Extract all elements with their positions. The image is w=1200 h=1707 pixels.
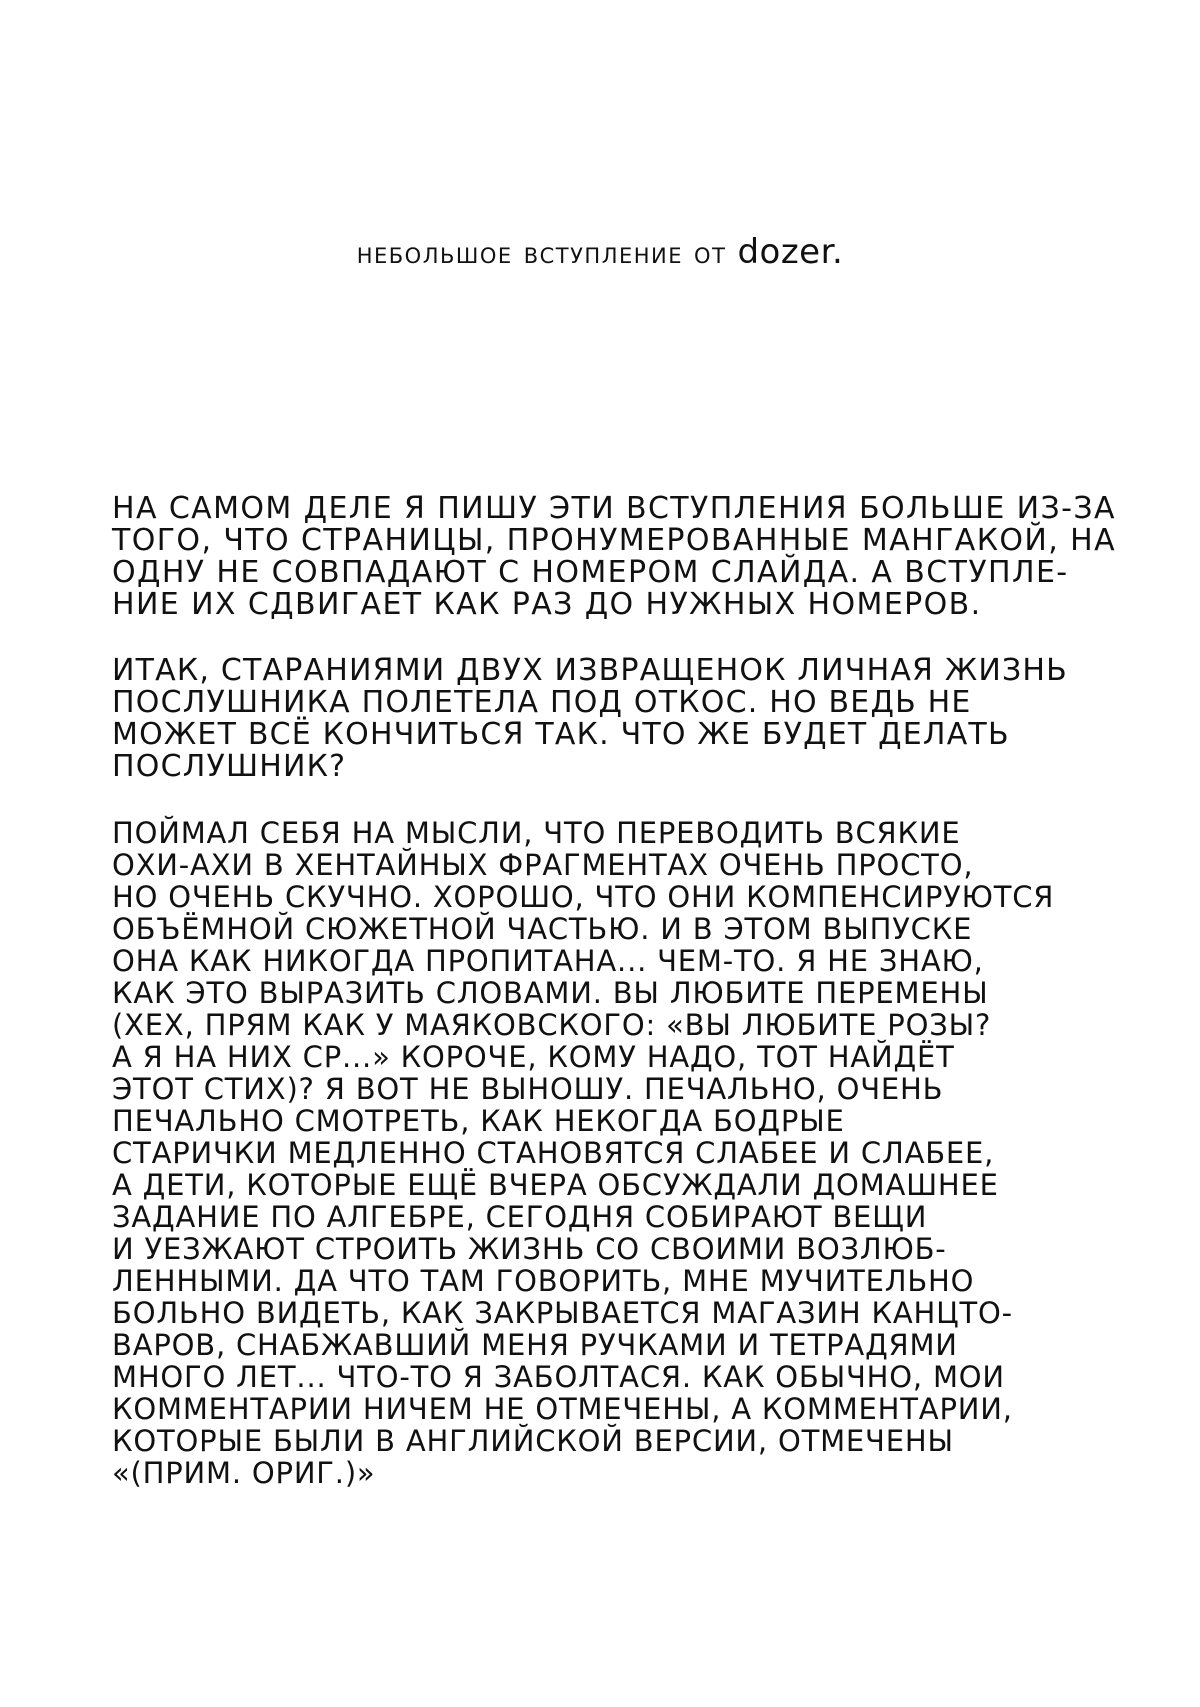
author-name: dozer.	[737, 232, 844, 272]
text-line: ОНА КАК НИКОГДА ПРОПИТАНА... ЧЕМ-ТО. Я НЕ ЗНАЮ,	[112, 944, 984, 978]
text-line: МНОГО ЛЕТ... ЧТО-ТО Я ЗАБОЛТАСЯ. КАК ОБЫЧНО, МОИ	[112, 1360, 1005, 1394]
text-line: ПОСЛУШНИКА ПОЛЕТЕЛА ПОД ОТКОС. НО ВЕДЬ НЕ	[112, 685, 972, 720]
page-title	[0, 232, 1200, 274]
text-line: ПОЙМАЛ СЕБЯ НА МЫСЛИ, ЧТО ПЕРЕВОДИТЬ ВСЯКИЕ	[112, 816, 961, 850]
text-line: (ХЕХ, ПРЯМ КАК У МАЯКОВСКОГО: «ВЫ ЛЮБИТЕ РОЗЫ?	[112, 1008, 992, 1042]
text-line: КОТОРЫЕ БЫЛИ В АНГЛИЙСКОЙ ВЕРСИИ, ОТМЕЧЕНЫ	[112, 1424, 954, 1458]
text-line: «(ПРИМ. ОРИГ.)»	[112, 1456, 376, 1490]
text-line: КОММЕНТАРИИ НИЧЕМ НЕ ОТМЕЧЕНЫ, А КОММЕНТАРИИ,	[112, 1392, 1013, 1426]
text-line: А ДЕТИ, КОТОРЫЕ ЕЩЁ ВЧЕРА ОБСУЖДАЛИ ДОМАШНЕЕ	[112, 1168, 999, 1202]
title-prefix: небольшое вступление от	[356, 236, 738, 271]
text-line: ЭТОТ СТИХ)? Я ВОТ НЕ ВЫНОШУ. ПЕЧАЛЬНО, ОЧЕНЬ	[112, 1072, 944, 1106]
text-line: ЗАДАНИЕ ПО АЛГЕБРЕ, СЕГОДНЯ СОБИРАЮТ ВЕЩИ	[112, 1200, 928, 1234]
paragraph	[112, 655, 1122, 783]
text-line: ОДНУ НЕ СОВПАДАЮТ С НОМЕРОМ СЛАЙДА. А ВСТУПЛЕ-	[112, 555, 1069, 590]
text-line: СТАРИЧКИ МЕДЛЕННО СТАНОВЯТСЯ СЛАБЕЕ И СЛАБЕЕ,	[112, 1136, 995, 1170]
text-line: ТОГО, ЧТО СТРАНИЦЫ, ПРОНУМЕРОВАННЫЕ МАНГАКОЙ, НА	[112, 523, 1116, 558]
text-line: НО ОЧЕНЬ СКУЧНО. ХОРОШО, ЧТО ОНИ КОМПЕНСИРУЮТСЯ	[112, 880, 1055, 914]
text-line: ИТАК, СТАРАНИЯМИ ДВУХ ИЗВРАЩЕНОК ЛИЧНАЯ ЖИЗНЬ	[112, 653, 1068, 688]
text-line: БОЛЬНО ВИДЕТЬ, КАК ЗАКРЫВАЕТСЯ МАГАЗИН КАНЦТО-	[112, 1296, 1013, 1330]
text-line: А Я НА НИХ СР...» КОРОЧЕ, КОМУ НАДО, ТОТ НАЙДЁТ	[112, 1040, 955, 1074]
text-line: ВАРОВ, СНАБЖАВШИЙ МЕНЯ РУЧКАМИ И ТЕТРАДЯМИ	[112, 1328, 958, 1362]
text-line: ЛЕННЫМИ. ДА ЧТО ТАМ ГОВОРИТЬ, МНЕ МУЧИТЕЛЬНО	[112, 1264, 975, 1298]
text-line: ОХИ-АХИ В ХЕНТАЙНЫХ ФРАГМЕНТАХ ОЧЕНЬ ПРОСТО,	[112, 848, 974, 882]
text-line: НИЕ ИХ СДВИГАЕТ КАК РАЗ ДО НУЖНЫХ НОМЕРОВ.	[112, 587, 982, 622]
text-line: И УЕЗЖАЮТ СТРОИТЬ ЖИЗНЬ СО СВОИМИ ВОЗЛЮБ-	[112, 1232, 947, 1266]
text-line: НА САМОМ ДЕЛЕ Я ПИШУ ЭТИ ВСТУПЛЕНИЯ БОЛЬШЕ ИЗ-ЗА	[112, 491, 1116, 526]
text-line: МОЖЕТ ВСЁ КОНЧИТЬСЯ ТАК. ЧТО ЖЕ БУДЕТ ДЕЛАТЬ	[112, 717, 1010, 752]
paragraph	[112, 493, 1122, 621]
text-line: ПОСЛУШНИК?	[112, 749, 347, 784]
intro-text	[112, 493, 1122, 1523]
text-line: ОБЪЁМНОЙ СЮЖЕТНОЙ ЧАСТЬЮ. И В ЭТОМ ВЫПУСКЕ	[112, 912, 973, 946]
text-line: ПЕЧАЛЬНО СМОТРЕТЬ, КАК НЕКОГДА БОДРЫЕ	[112, 1104, 845, 1138]
text-line: КАК ЭТО ВЫРАЗИТЬ СЛОВАМИ. ВЫ ЛЮБИТЕ ПЕРЕМЕНЫ	[112, 976, 989, 1010]
paragraph	[112, 817, 1122, 1489]
